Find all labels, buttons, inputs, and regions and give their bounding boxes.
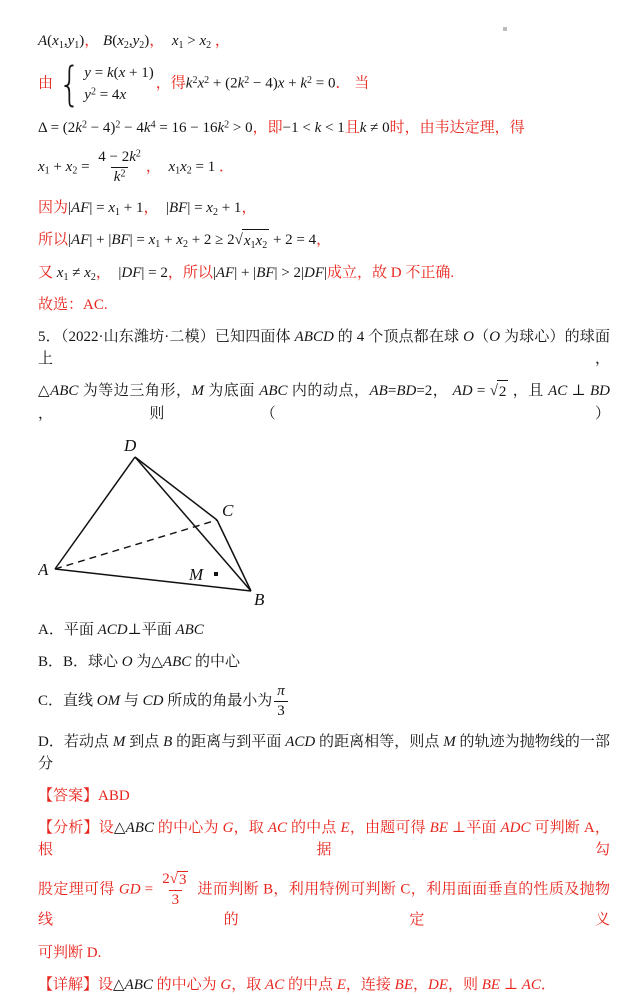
edge-DA: [55, 457, 135, 569]
analysis-3: 可判断 D.: [38, 945, 102, 961]
edge-DC: [135, 457, 217, 520]
analysis-1: 【分析】设△ABC 的中心为 G，取 AC 的中点 E，由题可得 BE ⊥平面 ADC 可判断 A，根据勾: [38, 820, 610, 858]
vertex-label-D: D: [124, 436, 137, 455]
options-and-answer-text: [38, 619, 610, 996]
sol-line-choice: 故选：AC.: [38, 297, 108, 313]
sol-line-system: 由 { y = k(x + 1) $y^2 = 4x$ ，得$k^2x^2 + (2k^2 - 4)x + k^2 = 0$． 当: [38, 57, 370, 111]
sol-line-points: $A(x_1,y_1)$， $B(x_2,y_2)$， $x_1 > x_2$ ，: [38, 33, 230, 51]
q5-stem-2: △ABC 为等边三角形，M 为底面 ABC 内的动点，AB=BD=2， AD = √ 2 ，且 AC ⊥ BD ，则（ ）: [38, 380, 610, 425]
point-M-dot: [214, 572, 218, 576]
tetrahedron-figure: [38, 435, 288, 613]
option-d: D．若动点 M 到点 B 的距离与到平面 ACD 的距离相等，则点 M 的轨迹为抛物线的一部分: [38, 734, 610, 772]
option-b: B．B．球心 O 为△ABC 的中心: [38, 654, 241, 670]
sol-line-vieta: $x_1 + x_2$ = $\frac{4 - 2k^2}{k^2}$ ， $x_1x_2 = 1$ ．: [38, 148, 235, 185]
point-label-M: M: [189, 565, 204, 584]
option-a: A．平面 ACD⊥平面 ABC: [38, 622, 204, 638]
sol-line-sum: 所以$|AF| + |BF| = x_1 + x_2 + 2 \ge 2$ √ $x_1x_2$ + 2 = 4，: [38, 229, 610, 252]
sol-line-conclusion-d: 又 $x_1 \ne x_2$， |DF| = 2，所以|AF| + |BF| > 2|DF|成立，故 D 不正确.: [38, 265, 455, 283]
option-c: C．直线 OM 与 CD 所成的角最小为 $\frac{\pi}{3}$: [38, 683, 610, 720]
vertex-label-A: A: [38, 560, 49, 579]
vertex-label-B: B: [254, 590, 265, 609]
edge-AB: [55, 569, 251, 591]
edge-AC-hidden: [55, 520, 217, 569]
vertex-label-C: C: [222, 501, 234, 520]
sol-line-af-bf: 因为$|AF| = x_1 + 1$， $|BF| = x_2 + 1$，: [38, 200, 257, 218]
solution-and-question-text: [38, 30, 610, 425]
page-artifact-dot: [503, 27, 507, 31]
explanation: 【详解】设△ABC 的中心为 G，取 AC 的中点 E，连接 BE，DE，则 BE ⊥ AC．: [38, 977, 556, 993]
answer: 【答案】ABD: [38, 788, 130, 804]
sol-line-delta: $\Delta = (2k^2 - 4)^2 - 4k^4 = 16 - 16k^2 > 0$，即−1 < k < 1且k ≠ 0时，由韦达定理，得: [38, 119, 525, 136]
analysis-2: 股定理可得 GD = 2 √ 3 3 进而判断 B，利用特例可判断 C，利用面面垂直的性质及抛物线的定义: [38, 871, 610, 928]
q5-stem-1: 5．（2022·山东潍坊·二模）已知四面体 ABCD 的 4 个顶点都在球 O（O 为球心）的球面上，: [38, 329, 610, 367]
edge-CB: [217, 520, 251, 591]
